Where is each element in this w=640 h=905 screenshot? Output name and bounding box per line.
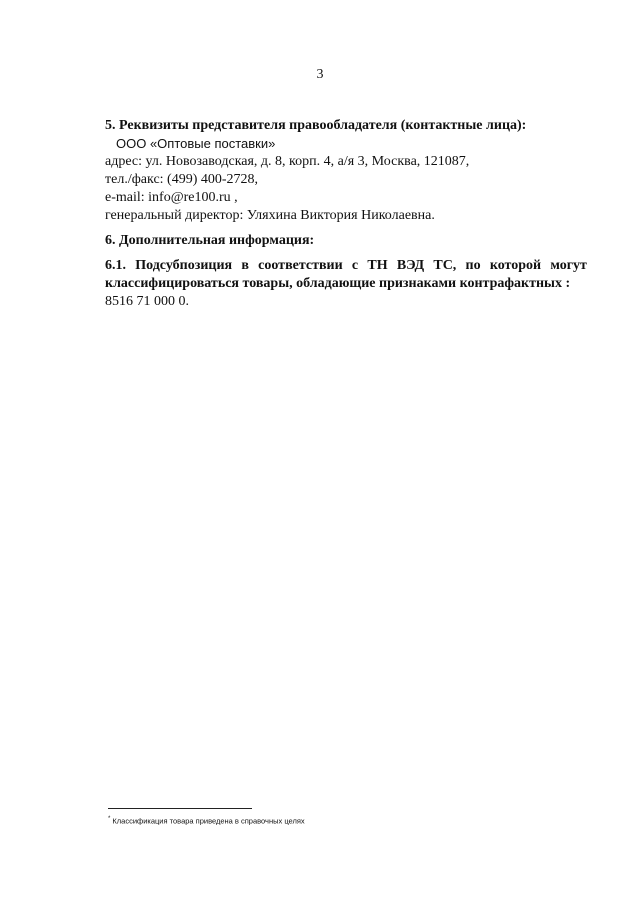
word: в	[241, 258, 249, 273]
word: 6.1.	[105, 258, 126, 273]
section-6-additional-info	[105, 232, 587, 311]
phone-fax-line: тел./факс: (499) 400-2728,	[105, 172, 259, 187]
word: соответствии	[258, 258, 343, 273]
footnote-text: Классификация товара приведена в справочных целях	[110, 816, 305, 826]
company-name: ООО «Оптовые поставки»	[116, 136, 276, 151]
word: ВЭД	[396, 258, 425, 273]
tn-ved-code: 8516 71 000 0.	[105, 294, 189, 309]
word: которой	[489, 258, 542, 273]
subsection-6-1	[105, 257, 587, 311]
section-5-representative-details	[105, 117, 585, 225]
section-6-heading: 6. Дополнительная информация:	[105, 233, 315, 248]
footnote-divider	[108, 808, 252, 809]
word: ТН	[367, 258, 388, 273]
page-number: 3	[316, 67, 324, 82]
word: ТС,	[433, 258, 457, 273]
footnote-marker: *	[108, 816, 111, 822]
director-line: генеральный директор: Уляхина Виктория Николаевна.	[105, 208, 435, 223]
email-line: e-mail: info@re100.ru ,	[105, 190, 238, 205]
subsection-6-1-first-line	[105, 257, 587, 275]
word: могут	[550, 258, 587, 273]
word: по	[465, 258, 481, 273]
footnote	[108, 814, 305, 827]
word: с	[351, 258, 359, 273]
address-line: адрес: ул. Новозаводская, д. 8, корп. 4, а/я 3, Москва, 121087,	[105, 154, 470, 169]
subsection-6-1-second-line: классифицироваться товары, обладающие признаками контрафактных :	[105, 276, 571, 291]
word: Подсубпозиция	[135, 258, 233, 273]
section-5-heading: 5. Реквизиты представителя правообладателя (контактные лица):	[105, 118, 527, 133]
